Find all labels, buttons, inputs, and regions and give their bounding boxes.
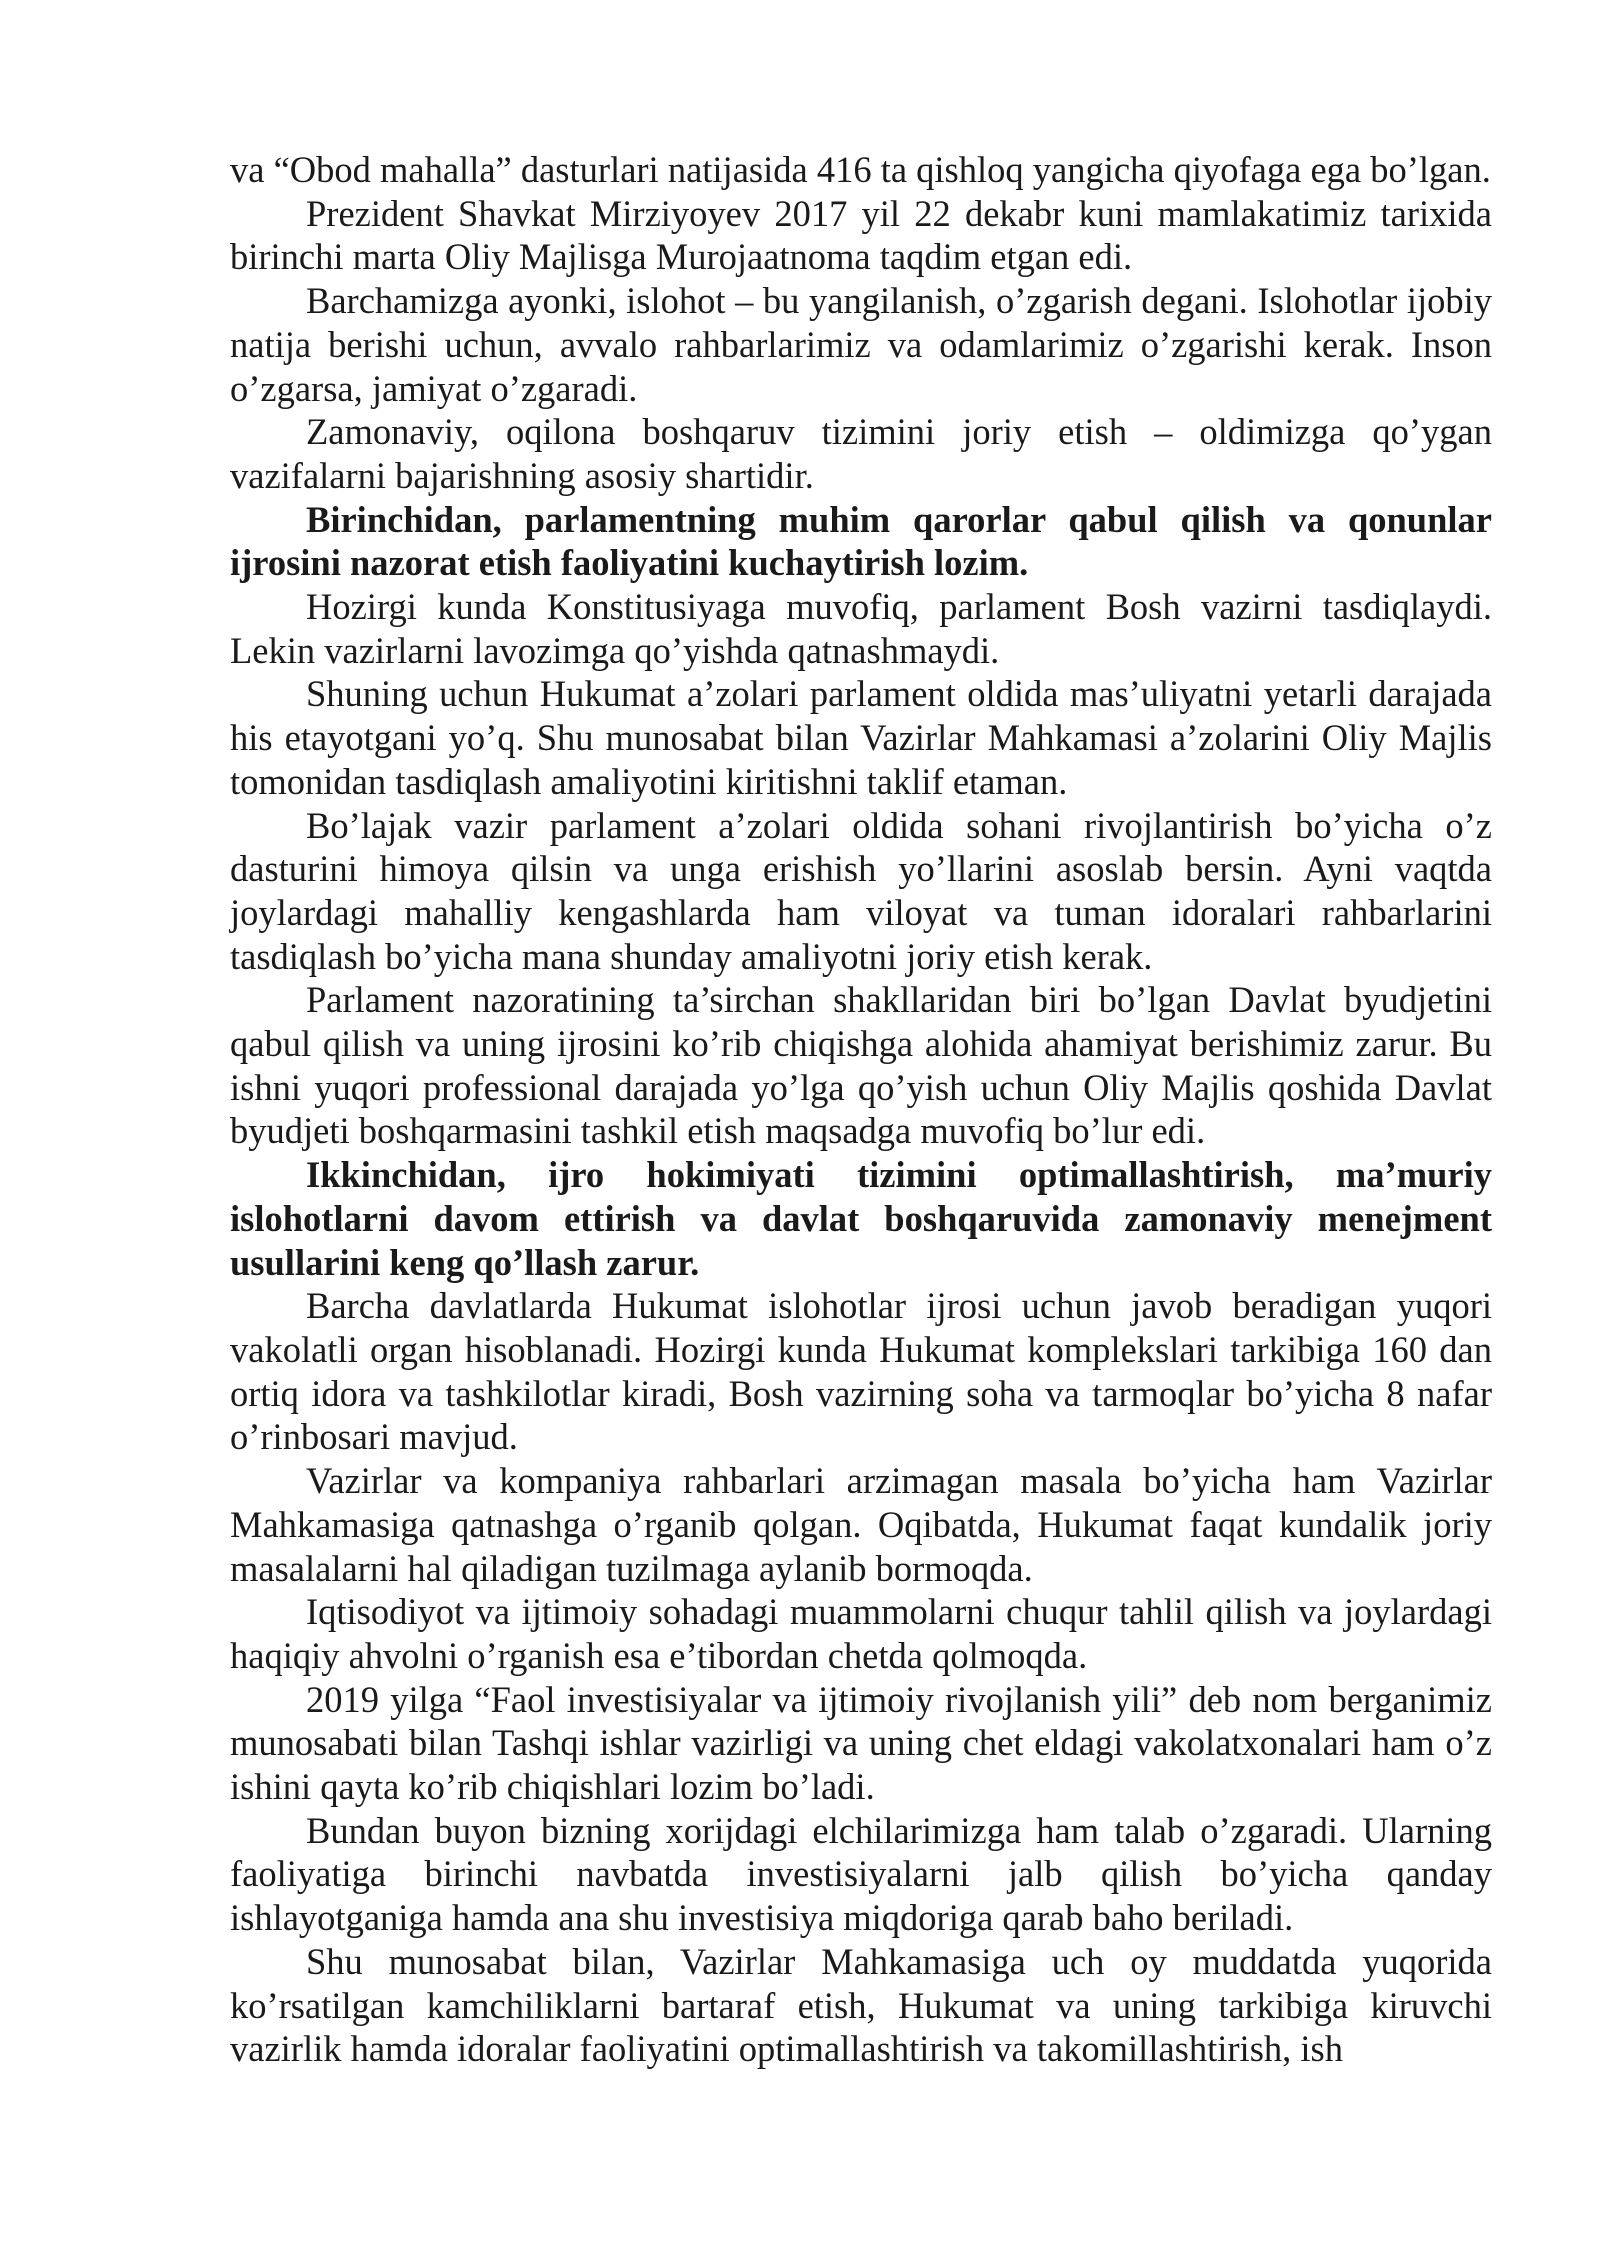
document-page (230, 148, 1492, 2071)
paragraph: 2019 yilga “Faol investisiyalar va ijtimoiy rivojlanish yili” deb nom berganimiz munosabati bilan Tashqi ishlar vazirligi va uning chet eldagi vakolatxonalari ham o’z ishini qayta ko’rib chiqishlari lozim bo’ladi. (230, 1678, 1492, 1808)
paragraph: Bundan buyon bizning xorijdagi elchilarimizga ham talab o’zgaradi. Ularning faoliyatiga birinchi navbatda investisiyalarni jalb qilish bo’yicha qanday ishlayotganiga hamda ana shu investisiya miqdoriga qarab baho beriladi. (230, 1809, 1492, 1939)
paragraph: Barcha davlatlarda Hukumat islohotlar ijrosi uchun javob beradigan yuqori vakolatli organ hisoblanadi. Hozirgi kunda Hukumat komplekslari tarkibiga 160 dan ortiq idora va tashkilotlar kiradi, Bosh vazirning soha va tarmoqlar bo’yicha 8 nafar o’rinbosari mavjud. (230, 1285, 1492, 1458)
paragraph: Hozirgi kunda Konstitusiyaga muvofiq, parlament Bosh vazirni tasdiqlaydi. Lekin vazirlarni lavozimga qo’yishda qatnashmaydi. (230, 586, 1492, 671)
paragraph: Barchamizga ayonki, islohot – bu yangilanish, o’zgarish degani. Islohotlar ijobiy natija berishi uchun, avvalo rahbarlarimiz va odamlarimiz o’zgarishi kerak. Inson o’zgarsa, jamiyat o’zgaradi. (230, 280, 1492, 409)
paragraph: Vazirlar va kompaniya rahbarlari arzimagan masala bo’yicha ham Vazirlar Mahkamasiga qatnashga o’rganib qolgan. Oqibatda, Hukumat faqat kundalik joriy masalalarni hal qiladigan tuzilmaga aylanib bormoqda. (230, 1460, 1492, 1589)
paragraph: Parlament nazoratining ta’sirchan shakllaridan biri bo’lgan Davlat byudjetini qabul qilish va uning ijrosini ko’rib chiqishga alohida ahamiyat berishimiz zarur. Bu ishni yuqori professional darajada yo’lga qo’yish uchun Oliy Majlis qoshida Davlat byudjeti boshqarmasini tashkil etish maqsadga muvofiq bo’lur edi. (230, 979, 1492, 1152)
paragraph: Bo’lajak vazir parlament a’zolari oldida sohani rivojlantirish bo’yicha o’z dasturini himoya qilsin va unga erishish yo’llarini asoslab bersin. Ayni vaqtda joylardagi mahalliy kengashlarda ham viloyat va tuman idoralari rahbarlarini tasdiqlash bo’yicha mana shunday amaliyotni joriy etish kerak. (230, 804, 1492, 977)
paragraph: Iqtisodiyot va ijtimoiy sohadagi muammolarni chuqur tahlil qilish va joylardagi haqiqiy ahvolni o’rganish esa e’tibordan chetda qolmoqda. (230, 1591, 1492, 1676)
paragraph: Zamonaviy, oqilona boshqaruv tizimini joriy etish – oldimizga qo’ygan vazifalarni bajarishning asosiy shartidir. (230, 411, 1492, 496)
paragraph: Prezident Shavkat Mirziyoyev 2017 yil 22 dekabr kuni mamlakatimiz tarixida birinchi marta Oliy Majlisga Murojaatnoma taqdim etgan edi. (230, 192, 1492, 278)
paragraph: Shuning uchun Hukumat a’zolari parlament oldida mas’uliyatni yetarli darajada his etayotgani yo’q. Shu munosabat bilan Vazirlar Mahkamasi a’zolarini Oliy Majlis tomonidan tasdiqlash amaliyotini kiritishni taklif etaman. (230, 673, 1492, 802)
bold-heading-paragraph: Birinchidan, parlamentning muhim qarorlar qabul qilish va qonunlar ijrosini nazorat etish faoliyatini kuchaytirish lozim. (230, 498, 1492, 584)
paragraph-continuation: va “Obod mahalla” dasturlari natijasida 416 ta qishloq yangicha qiyofaga ega bo’lgan. (230, 149, 1491, 190)
paragraph: Shu munosabat bilan, Vazirlar Mahkamasiga uch oy muddatda yuqorida ko’rsatilgan kamchiliklarni bartaraf etish, Hukumat va uning tarkibiga kiruvchi vazirlik hamda idoralar faoliyatini optimallashtirish va takomillashtirish, ish (230, 1940, 1492, 2070)
bold-heading-paragraph: Ikkinchidan, ijro hokimiyati tizimini optimallashtirish, ma’muriy islohotlarni davom ettirish va davlat boshqaruvida zamonaviy menejment usullarini keng qo’llash zarur. (230, 1154, 1492, 1283)
